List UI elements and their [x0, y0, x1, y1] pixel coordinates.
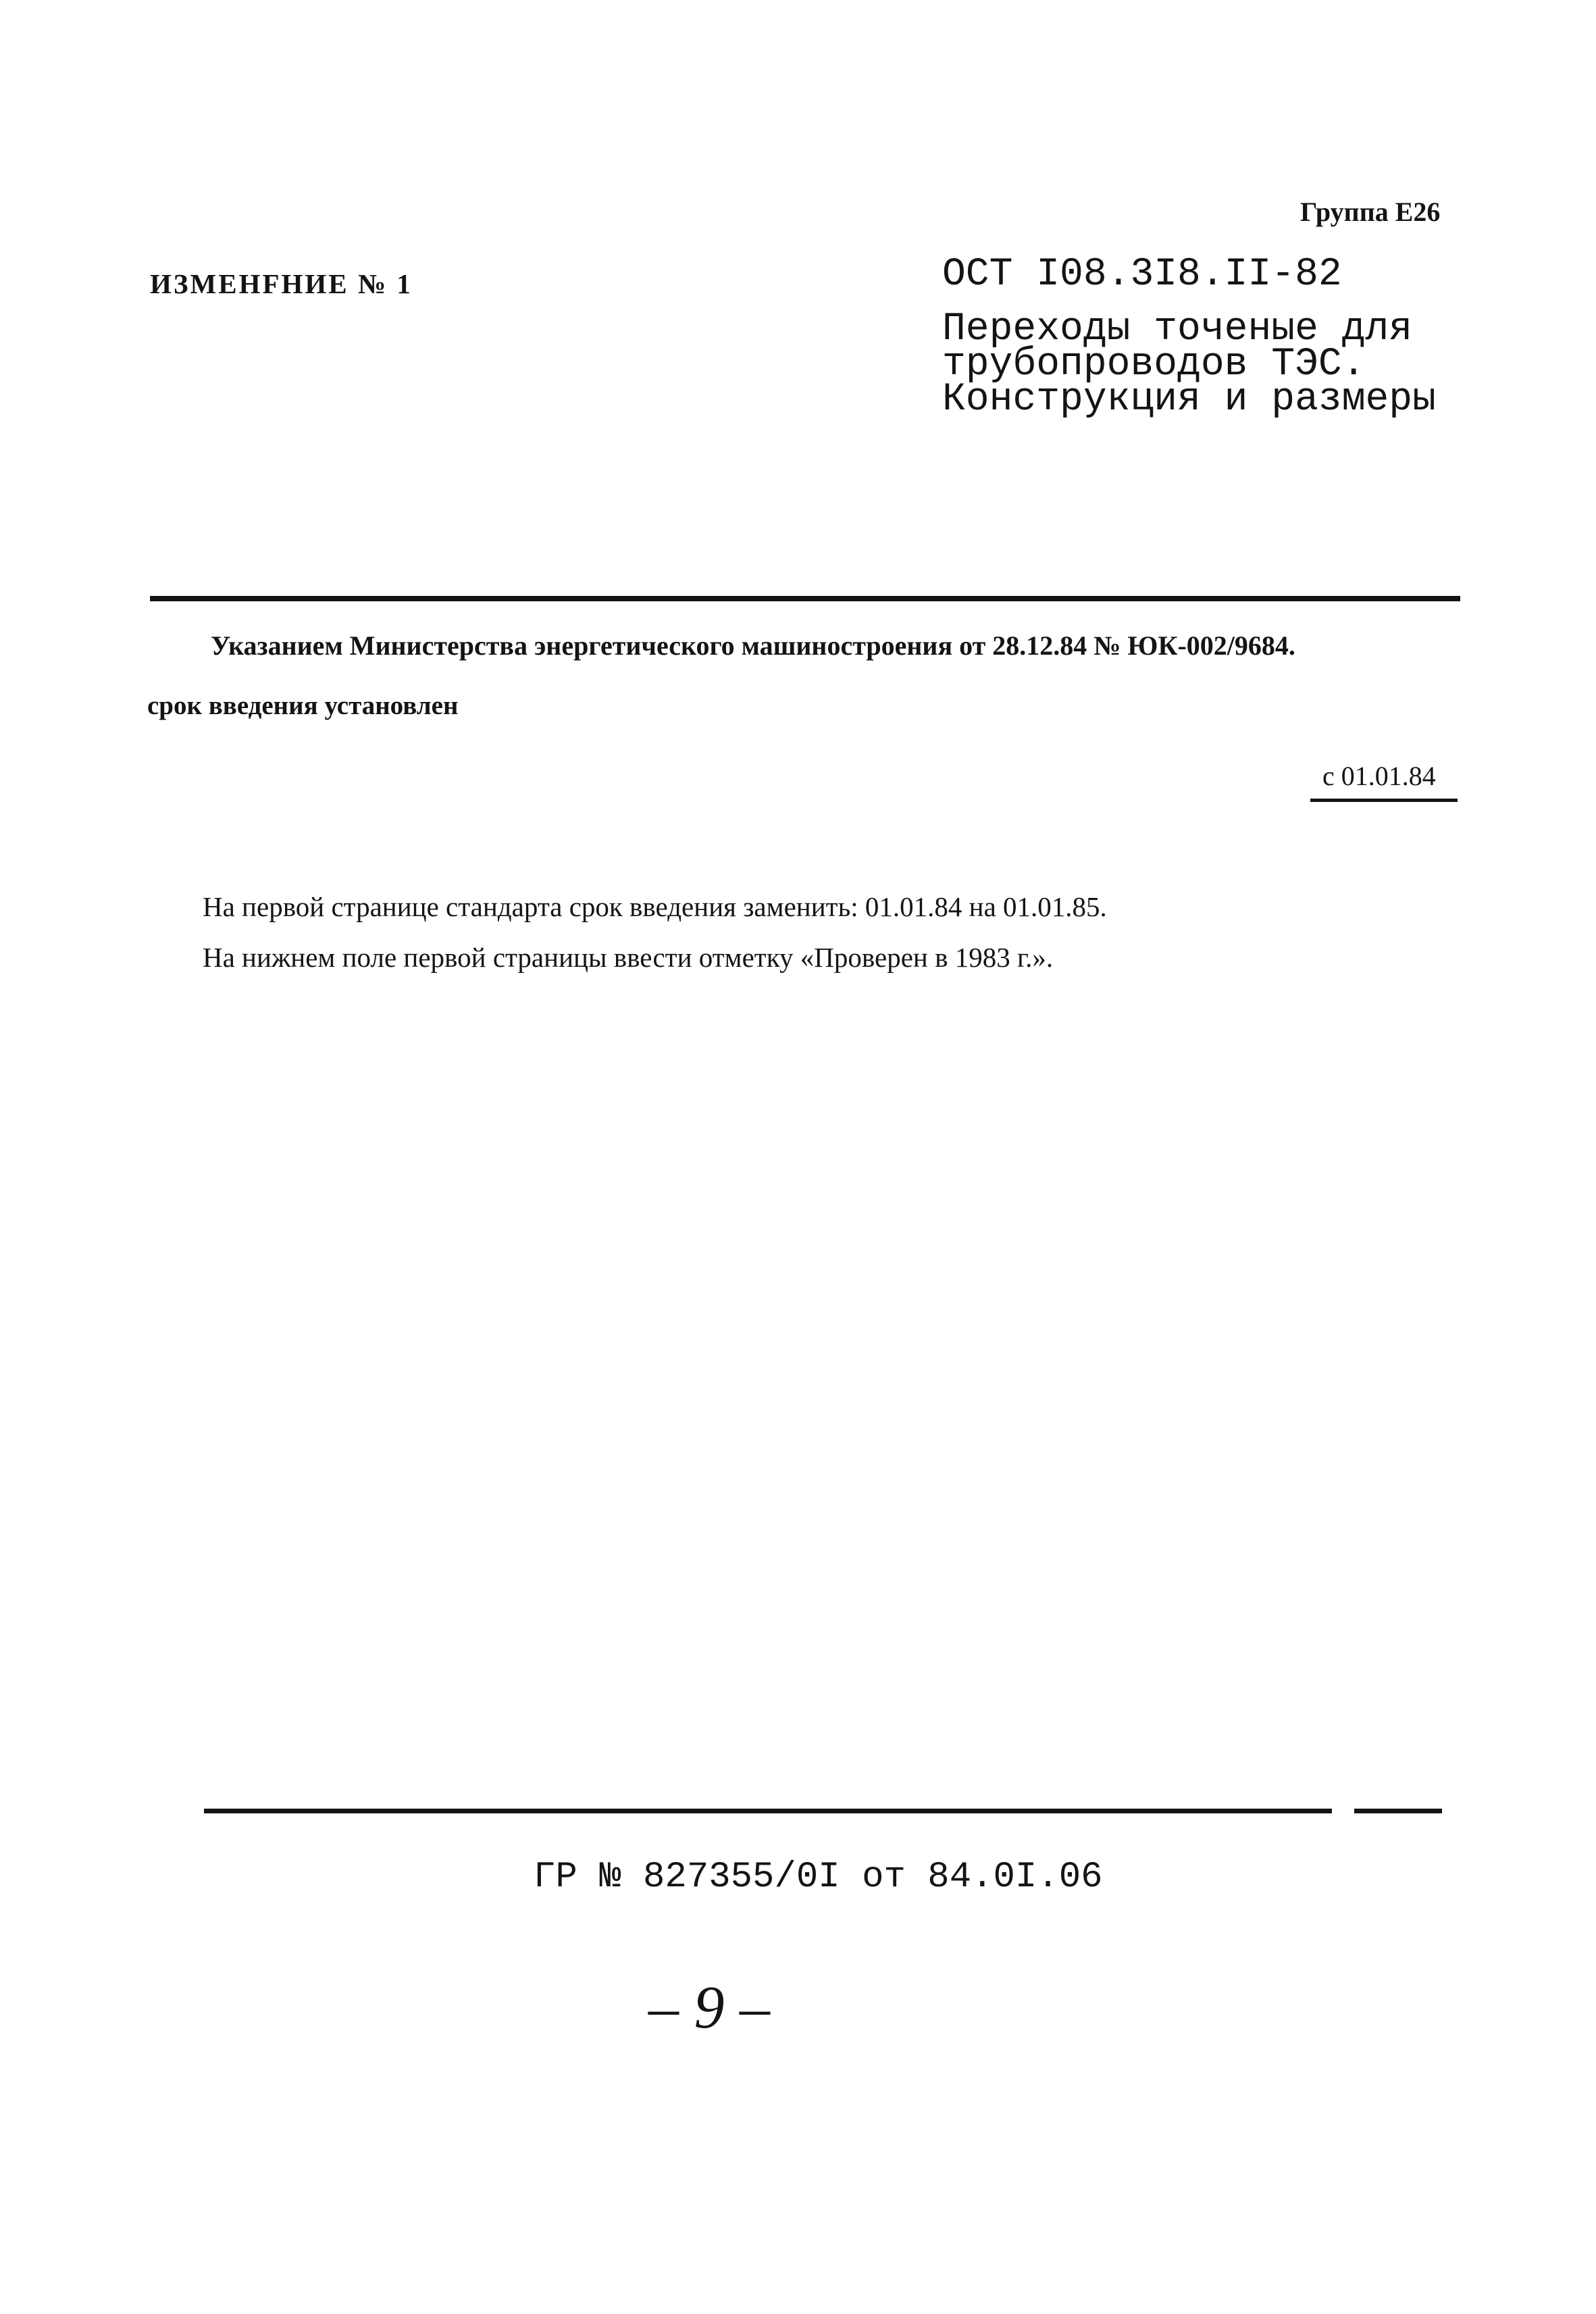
bottom-divider — [204, 1809, 1332, 1813]
instruction-line: На нижнем поле первой страницы ввести отметку «Проверен в 1983 г.». — [203, 942, 1054, 973]
decree-text: Указанием Министерства энергетического машиностроения от 28.12.84 № ЮК-002/9684. — [211, 630, 1295, 661]
group-label: Группа Е26 — [1300, 197, 1441, 227]
top-divider — [150, 596, 1460, 601]
registration-number: ГР № 827355/0I от 84.0I.06 — [534, 1857, 1103, 1898]
instruction-line: На первой странице стандарта срок введения заменить: 01.01.84 на 01.01.85. — [203, 891, 1107, 922]
amendment-title: ИЗМЕНFНИЕ № 1 — [150, 268, 413, 299]
effective-caption: срок введения установлен — [147, 691, 459, 720]
bottom-divider-segment — [1354, 1809, 1442, 1813]
standard-title: Переходы точеные для трубопроводов ТЭС. Конструкция и размеры — [942, 307, 1436, 422]
standard-number: ОСТ I08.3I8.II-82 — [942, 253, 1342, 297]
page-number: – 9 – — [648, 1974, 770, 2041]
effective-date: с 01.01.84 — [1322, 761, 1436, 791]
effective-date-underline — [1310, 799, 1458, 802]
